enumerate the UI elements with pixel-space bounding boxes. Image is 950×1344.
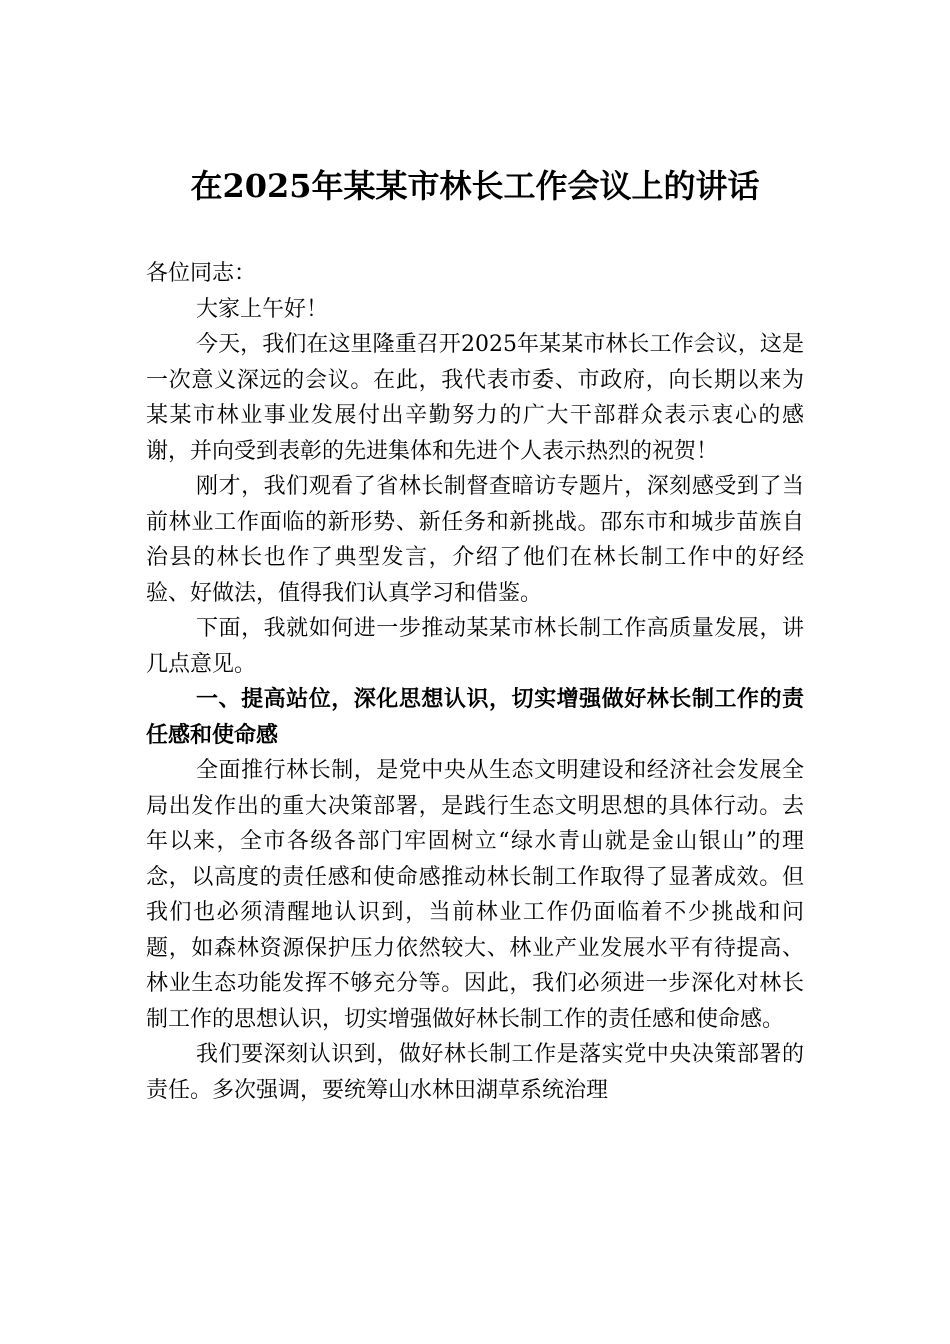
- section-heading: 一、提高站位，深化思想认识，切实增强做好林长制工作的责任感和使命感: [146, 686, 804, 748]
- salutation: 各位同志：: [146, 261, 257, 286]
- document-title: 在2025年某某市林长工作会议上的讲话: [190, 167, 760, 205]
- paragraph: 我们要深刻认识到，做好林长制工作是落实党中央决策部署的责任。多次强调，要统筹山水林田湖草系统治理: [146, 1042, 804, 1103]
- greeting: 大家上午好！: [196, 296, 329, 322]
- document-body: [146, 256, 804, 1108]
- paragraph: 刚才，我们观看了省林长制督查暗访专题片，深刻感受到了当前林业工作面临的新形势、新任务和新挑战。邵东市和城步苗族自治县的林长也作了典型发言，介绍了他们在林长制工作中的好经验、好做法，值得我们认真学习和借鉴。: [146, 474, 804, 606]
- paragraph: 今天，我们在这里隆重召开2025年某某市林长工作会议，这是一次意义深远的会议。在此，我代表市委、市政府，向长期以来为某某市林业事业发展付出辛勤努力的广大干部群众表示衷心的感谢，并向受到表彰的先进集体和先进个人表示热烈的祝贺！: [146, 332, 804, 464]
- paragraph: 全面推行林长制，是党中央从生态文明建设和经济社会发展全局出发作出的重大决策部署，是践行生态文明思想的具体行动。去年以来，全市各级各部门牢固树立“绿水青山就是金山银山”的理念，以高度的责任感和使命感推动林长制工作取得了显著成效。但我们也必须清醒地认识到，当前林业工作仍面临着不少挑战和问题，如森林资源保护压力依然较大、林业产业发展水平有待提高、林业生态功能发挥不够充分等。因此，我们必须进一步深化对林长制工作的思想认识，切实增强做好林长制工作的责任感和使命感。: [146, 758, 804, 1032]
- paragraph: 下面，我就如何进一步推动某某市林长制工作高质量发展，讲几点意见。: [146, 616, 804, 677]
